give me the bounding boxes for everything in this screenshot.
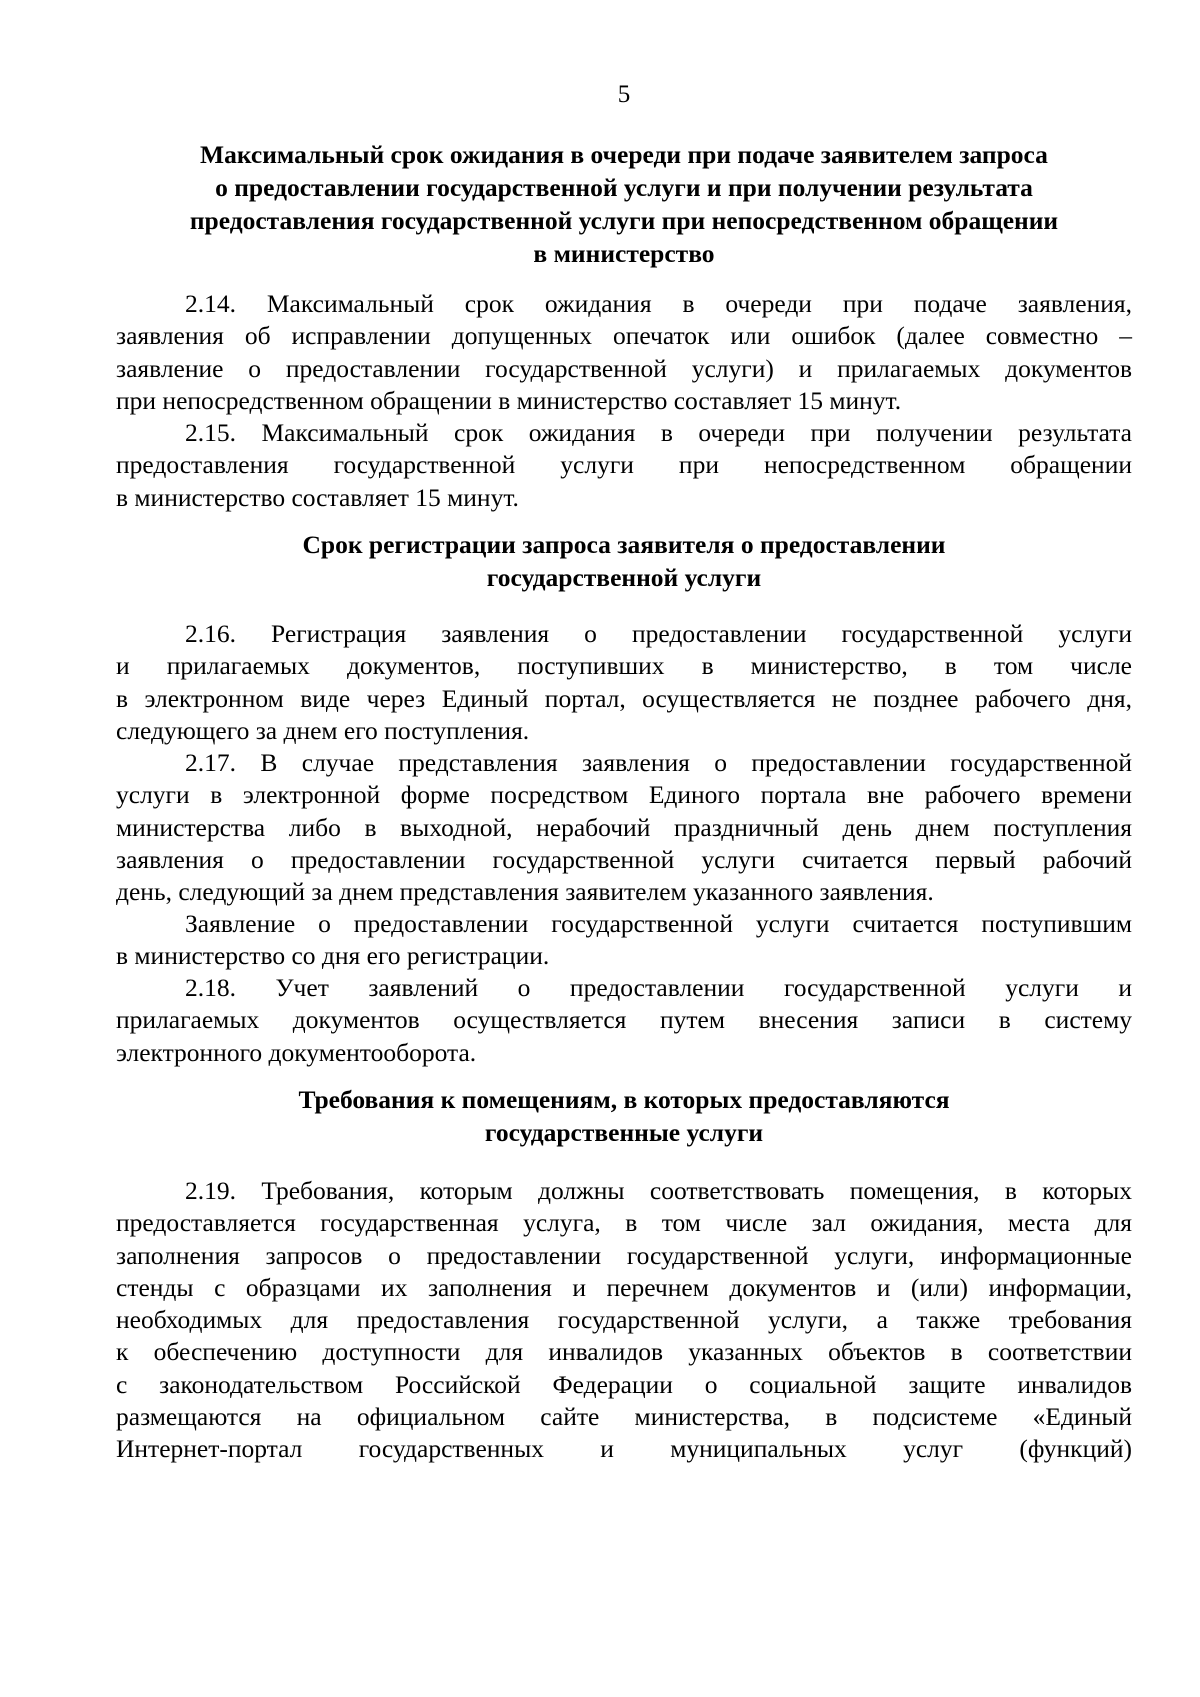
text-line: электронного документооборота. [116,1037,477,1067]
text-line: министерства либо в выходной, нерабочий праздничный день днем поступления [116,812,1132,842]
heading-line: государственной услуги [486,563,762,592]
text-line: 2.17. В случае представления заявления о предоставлении государственной [185,748,1132,777]
text-line: в электронном виде через Единый портал, осуществляется не позднее рабочего дня, [116,683,1132,713]
text-line: в министерство со дня его регистрации. [116,941,550,971]
text-line: необходимых для предоставления государственной услуги, а также требования [116,1305,1132,1335]
heading-line: государственные услуги [484,1118,764,1147]
text-line: стенды с образцами их заполнения и перечнем документов и (или) информации, [116,1272,1132,1302]
text-line: 2.15. Максимальный срок ожидания в очереди при получении результата [185,418,1132,447]
paragraph-2-14 [116,288,1132,417]
text-line: Интернет-портал государственных и муниципальных услуг (функций) [116,1434,1132,1464]
text-line: услуги в электронной форме посредством Единого портала вне рабочего времени [116,780,1132,810]
paragraph-2-16 [116,618,1132,747]
text-line: 2.16. Регистрация заявления о предоставлении государственной услуги [185,619,1132,648]
text-line: 2.18. Учет заявлений о предоставлении государственной услуги и [185,973,1132,1002]
heading-line: Срок регистрации запроса заявителя о предоставлении [302,530,946,559]
text-line: день, следующий за днем представления заявителем указанного заявления. [116,877,934,907]
heading-line: Максимальный срок ожидания в очереди при подаче заявителем запроса [200,140,1048,169]
paragraph-2-19 [116,1175,1132,1466]
text-line: прилагаемых документов осуществляется путем внесения записи в систему [116,1005,1132,1035]
text-line: заявление о предоставлении государственной услуги) и прилагаемых документов [116,353,1132,383]
text-line: 2.19. Требования, которым должны соответствовать помещения, в которых [185,1176,1132,1205]
text-line: в министерство составляет 15 минут. [116,482,519,512]
heading [116,138,1132,270]
paragraph-registration-date [116,908,1132,973]
section-heading-registration [116,528,1132,594]
heading-line: предоставления государственной услуги при непосредственном обращении [189,206,1059,235]
paragraph-2-17 [116,747,1132,908]
document-page [116,0,1132,1697]
text-line: предоставляется государственная услуга, в том числе зал ожидания, места для [116,1208,1132,1238]
text-line: и прилагаемых документов, поступивших в министерство, в том числе [116,651,1132,681]
section-heading-premises [116,1083,1132,1149]
paragraph-2-15 [116,417,1132,514]
text-line: при непосредственном обращении в министерство составляет 15 минут. [116,385,902,415]
heading-line: о предоставлении государственной услуги и при получении результата [215,173,1033,202]
text-line: следующего за днем его поступления. [116,715,530,745]
text-line: 2.14. Максимальный срок ожидания в очереди при подаче заявления, [185,289,1132,318]
paragraph-2-18 [116,972,1132,1069]
heading-line: в министерство [533,239,715,268]
text-line: к обеспечению доступности для инвалидов указанных объектов в соответствии [116,1337,1132,1367]
heading [116,528,1132,594]
heading-line: Требования к помещениям, в которых предоставляются [298,1085,950,1114]
text-line: Заявление о предоставлении государственной услуги считается поступившим [185,909,1132,938]
page-number: 5 [617,81,631,108]
text-line: размещаются на официальном сайте министерства, в подсистеме «Единый [116,1402,1132,1432]
section-heading-queue-time [116,138,1132,270]
text-line: заявления о предоставлении государственной услуги считается первый рабочий [116,844,1132,874]
text-line: предоставления государственной услуги при непосредственном обращении [116,450,1132,480]
heading [116,1083,1132,1149]
text-line: заполнения запросов о предоставлении государственной услуги, информационные [116,1240,1132,1270]
text-line: с законодательством Российской Федерации о социальной защите инвалидов [116,1369,1132,1399]
text-line: заявления об исправлении допущенных опечаток или ошибок (далее совместно – [116,321,1132,351]
